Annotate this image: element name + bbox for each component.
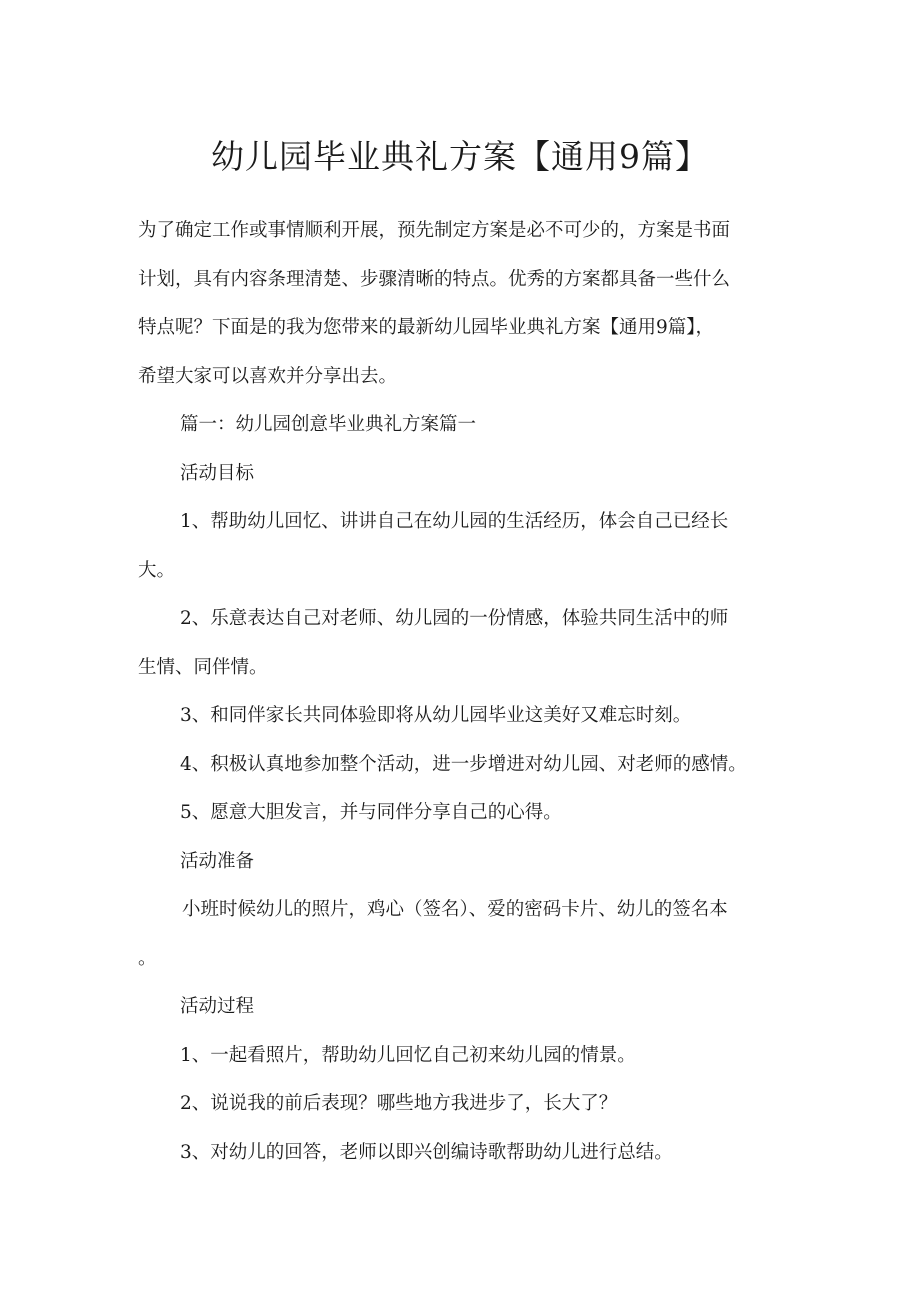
intro-paragraph (138, 207, 798, 401)
section-heading-text: 篇一：幼儿园创意毕业典礼方案篇一 (180, 414, 477, 435)
goal-line: 大。 (138, 559, 176, 581)
process-heading-text: 活动过程 (180, 996, 255, 1017)
section-heading (138, 401, 798, 450)
step-line: 2、说说我的前后表现？哪些地方我进步了，长大了？ (180, 1093, 618, 1114)
step-item-1 (138, 1032, 798, 1081)
step-item-3 (138, 1129, 798, 1178)
step-line: 1、一起看照片，帮助幼儿回忆自己初来幼儿园的情景。 (180, 1044, 636, 1066)
goal-line: 2、乐意表达自己对老师、幼儿园的一份情感，体验共同生活中的师 (180, 608, 729, 629)
goal-line: 生情、同伴情。 (138, 656, 268, 678)
prep-line: 小班时候幼儿的照片，鸡心（签名）、爱的密码卡片、幼儿的签名本 (182, 899, 728, 920)
goal-item-5 (138, 789, 798, 838)
step-item-2 (138, 1080, 798, 1129)
prep-line: 。 (138, 947, 157, 969)
goal-line: 4、积极认真地参加整个活动，进一步增进对幼儿园、对老师的感情。 (180, 753, 747, 775)
prep-heading (138, 838, 798, 887)
intro-line: 计划，具有内容条理清楚、步骤清晰的特点。优秀的方案都具备一些什么 (138, 268, 731, 290)
document-title: 幼儿园毕业典礼方案【通用9篇】 (211, 137, 709, 176)
step-line: 3、对幼儿的回答，老师以即兴创编诗歌帮助幼儿进行总结。 (180, 1141, 673, 1163)
goals-heading-text: 活动目标 (180, 462, 255, 484)
intro-line: 特点呢？下面是的我为您带来的最新幼儿园毕业典礼方案【通用9篇】， (138, 317, 715, 338)
intro-line: 希望大家可以喜欢并分享出去。 (138, 365, 398, 387)
goal-item-2 (138, 595, 798, 692)
goal-item-3 (138, 692, 798, 741)
goals-heading (138, 450, 798, 499)
goal-line: 5、愿意大胆发言，并与同伴分享自己的心得。 (180, 802, 562, 823)
intro-line: 为了确定工作或事情顺利开展，预先制定方案是必不可少的，方案是书面 (138, 220, 731, 241)
process-heading (138, 983, 798, 1032)
prep-heading-text: 活动准备 (180, 850, 255, 872)
goal-item-1 (138, 498, 798, 595)
goal-item-4 (138, 741, 798, 790)
goal-line: 3、和同伴家长共同体验即将从幼儿园毕业这美好又难忘时刻。 (180, 705, 692, 726)
goal-line: 1、帮助幼儿回忆、讲讲自己在幼儿园的生活经历，体会自己已经长 (180, 511, 729, 532)
prep-paragraph (138, 886, 798, 983)
document-body (138, 207, 798, 1177)
